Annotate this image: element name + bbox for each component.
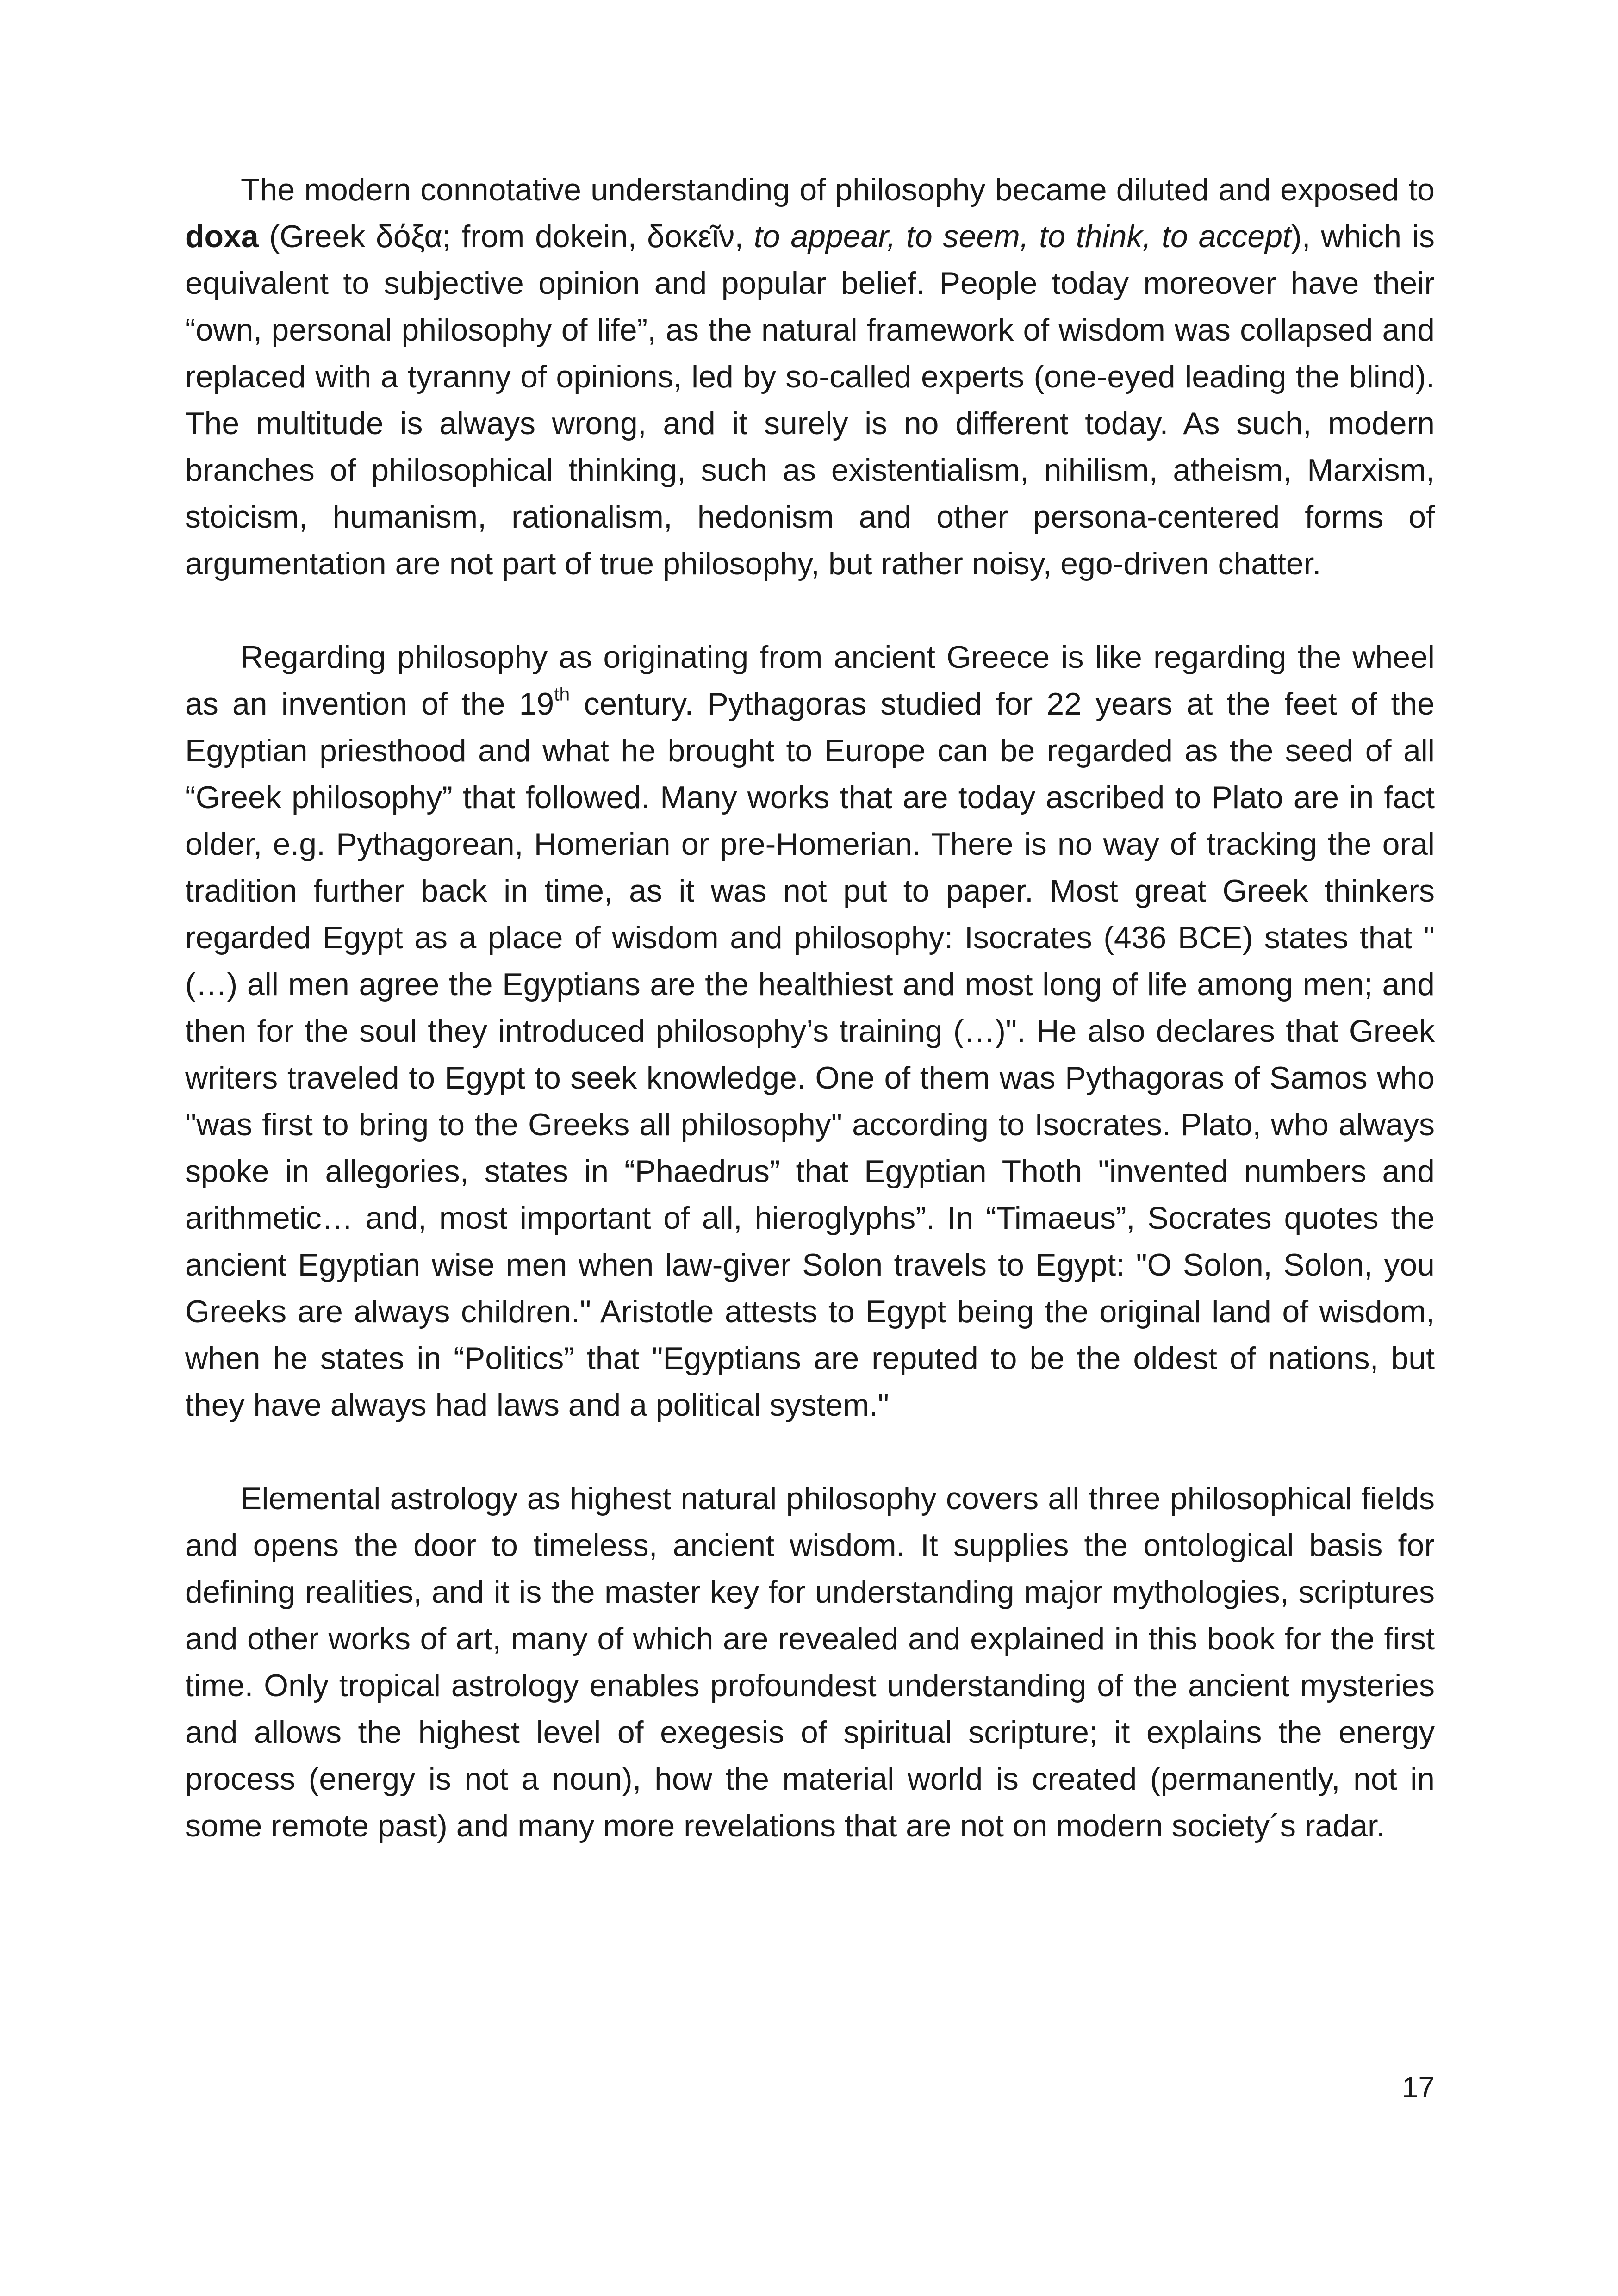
paragraph-elemental-astrology — [185, 1475, 1435, 1849]
page-number: 17 — [1401, 2071, 1435, 2104]
paragraph-text: The modern connotative understanding of philosophy became diluted and exposed to — [241, 172, 1435, 207]
paragraph-text: Regarding philosophy as originating from ancient Greece is like regarding the wheel as an invention of the 19 — [185, 640, 1435, 722]
greek-meaning: to appear, to seem, to think, to accept — [753, 219, 1291, 254]
paragraph-text: century. Pythagoras studied for 22 years at the feet of the Egyptian priesthood and what he brought to Europe can be regarded as the seed of all “Greek philosophy” that followed. Many works that are today ascribed to Plato are in fact older, e.g. Pythagorean, Homerian or pre-Homerian. There is no way of tracking the oral tradition further back in time, as it was not put to paper. Most great Greek thinkers regarded Egypt as a place of wisdom and philosophy: Isocrates (436 BCE) states that "(…) all men agree the Egyptians are the healthiest and most long of life among men; and then for the soul they introduced philosophy’s training (…)". He also declares that Greek writers traveled to Egypt to seek knowledge. One of them was Pythagoras of Samos who "was first to bring to the Greeks all philosophy" according to Isocrates. Plato, who always spoke in allegories, states in “Phaedrus” that Egyptian Thoth "invented numbers and arithmetic… and, most important of all, hieroglyphs”. In “Timaeus”, Socrates quotes the ancient Egyptian wise men when law-giver Solon travels to Egypt: "O Solon, Solon, you Greeks are always children." Aristotle attests to Egypt being the original land of wisdom, when he states in “Politics” that "Egyptians are reputed to be the oldest of nations, but they have always had laws and a political system." — [185, 686, 1435, 1423]
paragraph-text: Elemental astrology as highest natural philosophy covers all three philosophical fields and opens the door to timeless, ancient wisdom. It supplies the ontological basis for defining realities, and it is the master key for understanding major mythologies, scriptures and other works of art, many of which are revealed and explained in this book for the first time. Only tropical astrology enables profoundest understanding of the ancient mysteries and allows the highest level of exegesis of spiritual scripture; it explains the energy process (energy is not a noun), how the material world is created (permanently, not in some remote past) and many more revelations that are not on modern society´s radar. — [185, 1481, 1435, 1843]
paragraph-doxa — [185, 167, 1435, 587]
paragraph-text: (Greek δόξα; from dokein, δοκεῖν, — [258, 219, 754, 254]
paragraph-greek-origin — [185, 634, 1435, 1429]
ordinal-suffix: th — [554, 683, 570, 705]
term-doxa: doxa — [185, 219, 259, 254]
body-text — [185, 167, 1435, 1849]
paragraph-text: ), which is equivalent to subjective opinion and popular belief. People today moreover have their “own, personal philosophy of life”, as the natural framework of wisdom was collapsed and replaced with a tyranny of opinions, led by so-called experts (one-eyed leading the blind). The multitude is always wrong, and it surely is no different today. As such, modern branches of philosophical thinking, such as existentialism, nihilism, atheism, Marxism, stoicism, humanism, rationalism, hedonism and other persona-centered forms of argumentation are not part of true philosophy, but rather noisy, ego-driven chatter. — [185, 219, 1435, 581]
